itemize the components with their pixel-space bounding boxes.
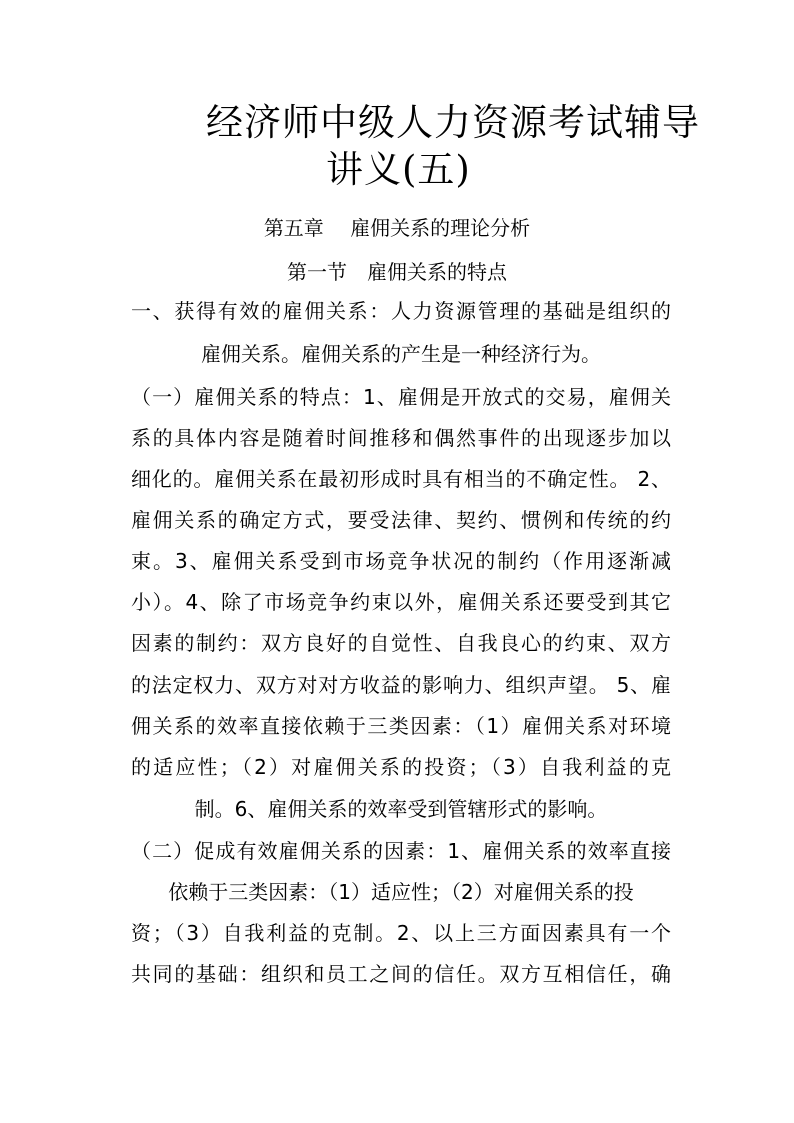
body-text-line: 资；（3）自我利益的克制。2、以上三方面因素具有一个 bbox=[131, 921, 671, 945]
body-text-line: 雇佣关系。雇佣关系的产生是一种经济行为。 bbox=[201, 342, 601, 366]
body-text-line: 小）。4、除了市场竞争约束以外，雇佣关系还要受到其它 bbox=[131, 590, 671, 614]
body-text-line: 雇佣关系的确定方式，要受法律、契约、惯例和传统的约 bbox=[131, 508, 671, 532]
document-title-line-2: 讲义(五) bbox=[326, 148, 471, 191]
body-text-line: 依赖于三类因素：（1）适应性；（2）对雇佣关系的投 bbox=[168, 880, 634, 904]
body-text-line: 的适应性；（2）对雇佣关系的投资；（3）自我利益的克 bbox=[131, 755, 671, 779]
body-text-line: 的法定权力、双方对对方收益的影响力、组织声望。 5、雇 bbox=[131, 673, 671, 697]
body-text-line: （一）雇佣关系的特点：1、雇佣是开放式的交易，雇佣关 bbox=[131, 385, 671, 409]
document-title-line-1: 经济师中级人力资源考试辅导 bbox=[206, 101, 700, 144]
body-text-line: 细化的。雇佣关系在最初形成时具有相当的不确定性。 2、 bbox=[131, 467, 671, 491]
body-text-line: 共同的基础：组织和员工之间的信任。双方互相信任，确 bbox=[131, 962, 671, 986]
chapter-heading: 第五章 雇佣关系的理论分析 bbox=[263, 216, 531, 240]
body-text-line: （二）促成有效雇佣关系的因素：1、雇佣关系的效率直接 bbox=[131, 839, 671, 863]
body-text-line: 一、获得有效的雇佣关系：人力资源管理的基础是组织的 bbox=[131, 299, 671, 323]
body-text-line: 系的具体内容是随着时间推移和偶然事件的出现逐步加以 bbox=[131, 426, 671, 450]
section-heading: 第一节 雇佣关系的特点 bbox=[287, 260, 507, 284]
body-text-line: 束。3、雇佣关系受到市场竞争状况的制约（作用逐渐减 bbox=[131, 549, 671, 573]
body-text-line: 因素的制约：双方良好的自觉性、自我良心的约束、双方 bbox=[131, 631, 671, 655]
body-text-line: 佣关系的效率直接依赖于三类因素：（1）雇佣关系对环境 bbox=[131, 714, 671, 738]
body-text-line: 制。6、雇佣关系的效率受到管辖形式的影响。 bbox=[194, 797, 608, 821]
